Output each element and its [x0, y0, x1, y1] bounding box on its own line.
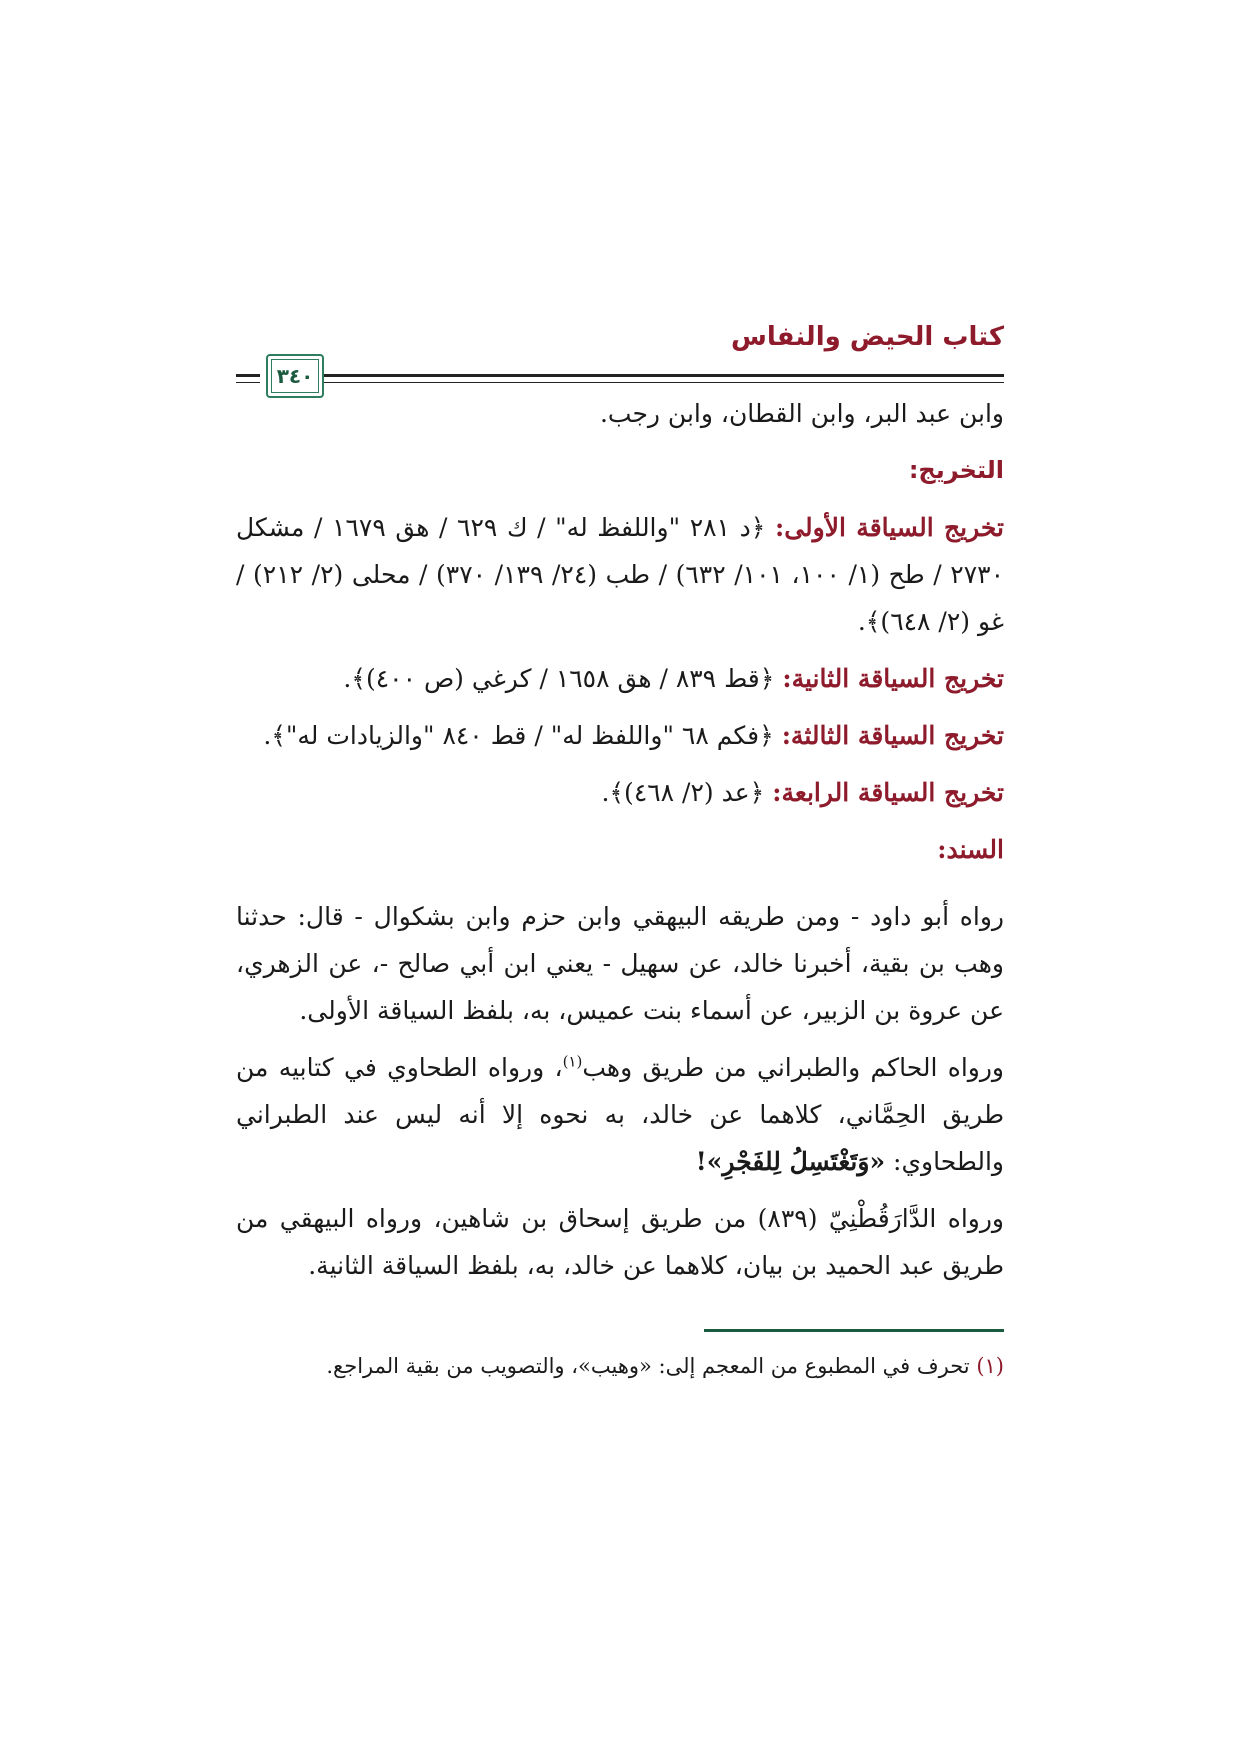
footnote-separator: [704, 1329, 1004, 1332]
footnote-ref[interactable]: (١): [562, 1052, 583, 1071]
takhrij-third-label: تخريج السياقة الثالثة:: [781, 721, 1004, 750]
intro-line: وابن عبد البر، وابن القطان، وابن رجب.: [599, 399, 1004, 428]
footnote-number: (١): [976, 1354, 1004, 1378]
takhrij-fourth-text: ﴿عد (٢/ ٤٦٨)﴾.: [601, 778, 773, 807]
book-page: [236, 310, 1004, 1394]
footnote: [236, 1348, 1004, 1384]
takhrij-first-text: ﴿د ٢٨١ "واللفظ له" / ك ٦٢٩ / هق ١٦٧٩ / مشكل ٢٧٣٠ / طح (١/ ١٠٠، ١٠١/ ٦٣٢) / طب (٢٤/ ١٣٩/ ٣٧٠) / محلى (٢/ ٢١٢) / غو (٢/ ٦٤٨)﴾.: [236, 513, 1004, 636]
sanad-paragraph-3: ورواه الدَّارَقُطْنِيّ (٨٣٩) من طريق إسحاق بن شاهين، ورواه البيهقي من طريق عبد الحميد بن بيان، كلاهما عن خالد، به، بلفظ السياقة الثانية.: [236, 1204, 1004, 1280]
page-number-frame: [266, 354, 324, 398]
takhrij-first-version: [236, 504, 1004, 645]
header-rule-short-thick: [236, 374, 260, 377]
sanad-paragraph-2-middle: ، ورواه الطحاوي في كتابيه من طريق الحِمَّاني، كلاهما عن خالد، به نحوه إلا أنه ليس عند الطبراني والطحاوي:: [236, 1053, 1004, 1176]
sanad-paragraph-2: [236, 1044, 1004, 1185]
page-number: ٣٤٠: [276, 364, 314, 388]
page-header: [236, 310, 1004, 390]
takhrij-third-text: ﴿فكم ٦٨ "واللفظ له" / قط ٨٤٠ "والزيادات له"﴾.: [263, 721, 782, 750]
header-rule-thick: [316, 374, 1004, 377]
sanad-heading: السند:: [937, 835, 1004, 864]
header-rule-short-thin: [236, 382, 260, 383]
takhrij-second-version: [236, 655, 1004, 702]
takhrij-third-version: [236, 712, 1004, 759]
takhrij-second-label: تخريج السياقة الثانية:: [782, 664, 1004, 693]
header-rule-thin: [316, 382, 1004, 383]
sanad-paragraph-2-start: ورواه الحاكم والطبراني من طريق وهب: [582, 1053, 1004, 1082]
hadith-quote: «وَتَغْتَسِلُ لِلفَجْرِ»!: [695, 1147, 886, 1176]
takhrij-first-label: تخريج السياقة الأولى:: [774, 513, 1005, 542]
sanad-paragraph-1: رواه أبو داود - ومن طريقه البيهقي وابن حزم وابن بشكوال - قال: حدثنا وهب بن بقية، أخبرنا خالد، عن سهيل - يعني ابن أبي صالح -، عن الزهري، عن عروة بن الزبير، عن أسماء بنت عميس، به، بلفظ السياقة الأولى.: [236, 902, 1004, 1025]
footnote-text: تحرف في المطبوع من المعجم إلى: «وهيب»، والتصويب من بقية المراجع.: [326, 1354, 977, 1378]
takhrij-fourth-label: تخريج السياقة الرابعة:: [772, 778, 1004, 807]
page-content: [236, 390, 1004, 1384]
takhrij-fourth-version: [236, 769, 1004, 816]
takhrij-heading: التخريج:: [908, 456, 1004, 484]
takhrij-second-text: ﴿قط ٨٣٩ / هق ١٦٥٨ / كرغي (ص ٤٠٠)﴾.: [343, 664, 783, 693]
book-title: كتاب الحيض والنفاس: [730, 322, 1004, 352]
